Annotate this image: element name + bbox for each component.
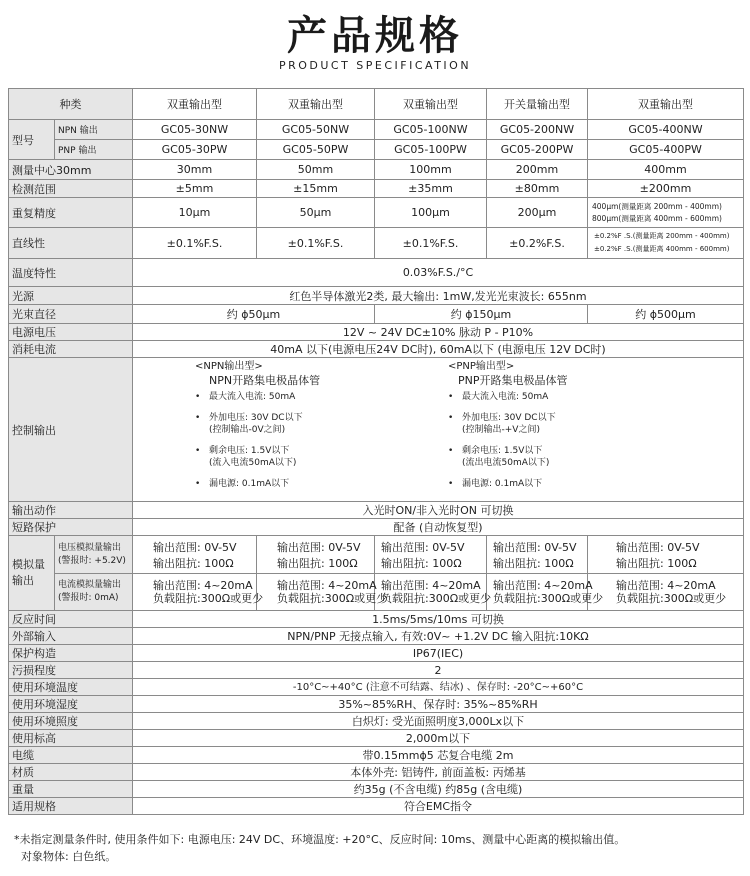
npn-spec-item: • 最大流入电流: 50mA [209,391,438,403]
model-cell: GC05-200NW [487,120,588,140]
analog-cell: 输出范围: 0V-5V 输出阻抗: 100Ω [487,536,588,574]
model-cell: GC05-50NW [257,120,375,140]
row-label: 使用环境湿度 [9,696,133,713]
analog-cell: 输出范围: 0V-5V 输出阻抗: 100Ω [257,536,375,574]
value-cell: 50μm [257,198,375,228]
value-cell: 符合EMC指令 [133,798,744,815]
value-cell: 400mm [588,160,744,180]
value-cell: 200μm [487,198,588,228]
value-cell: IP67(IEC) [133,645,744,662]
value-line: 400μm(测量距离 200mm - 400mm) [592,201,722,211]
type-cell: 双重输出型 [588,89,744,120]
analog-cell: 输出范围: 0V-5V 输出阻抗: 100Ω [375,536,487,574]
value-cell [588,228,744,259]
model-cell: GC05-400PW [588,140,744,160]
value-cell: 40mA 以下(电源电压24V DC时), 60mA以下 (电源电压 12V DC时) [133,341,744,358]
footnote-line: *未指定测量条件时, 使用条件如下: 电源电压: 24V DC、环境温度: +20°C、反应时间: 10ms、测量中心距离的模拟输出值。 [14,833,626,846]
row-label: 外部输入 [9,628,133,645]
npn-title: <NPN输出型> [195,361,263,372]
value-cell: 本体外壳: 铝铸件, 前面盖板: 丙烯基 [133,764,744,781]
row-label: 反应时间 [9,611,133,628]
row-label: 适用规格 [9,798,133,815]
value-cell: ±35mm [375,180,487,198]
analog-cell: 输出范围: 0V-5V 输出阻抗: 100Ω [588,536,744,574]
env-light-row [9,713,744,730]
control-output-cell [133,358,744,502]
row-label: 短路保护 [9,519,133,536]
pollution-row [9,662,744,679]
model-cell: GC05-100NW [375,120,487,140]
pnp-output-label: PNP 输出 [55,140,133,160]
npn-spec-item: • 漏电源: 0.1mA以下 [209,478,438,490]
row-label: 消耗电流 [9,341,133,358]
npn-spec-item: • 剩余电压: 1.5V以下 (流入电流50mA以下) [209,445,438,469]
value-cell: 约 ϕ500μm [588,305,744,324]
value-line: ±0.2%F .S.(测量距离 400mm - 600mm) [594,245,730,253]
current-row [9,341,744,358]
value-cell [588,198,744,228]
row-label: 光源 [9,287,133,305]
beam-row [9,305,744,324]
page-subtitle: PRODUCT SPECIFICATION [278,59,472,72]
analog-cell: 输出范围: 4~20mA 负载阻抗:300Ω或更少 [487,574,588,611]
short-row [9,519,744,536]
pnp-output-block [438,360,743,499]
value-cell: 2 [133,662,744,679]
type-cell: 双重输出型 [257,89,375,120]
value-cell: -10°C~+40°C (注意不可结露、结冰) 、保存时: -20°C~+60°C [133,679,744,696]
value-cell: ±0.2%F.S. [487,228,588,259]
value-cell: ±5mm [133,180,257,198]
value-line: ±0.2%F .S.(测量距离 200mm - 400mm) [594,232,730,240]
value-cell: NPN/PNP 无接点输入, 有效:0V~ +1.2V DC 输入阻抗:10KΩ [133,628,744,645]
value-cell: 约 ϕ50μm [133,305,375,324]
linearity-row [9,228,744,259]
row-label: 输出动作 [9,502,133,519]
light-row [9,287,744,305]
value-cell: 50mm [257,160,375,180]
npn-spec-item: • 外加电压: 30V DC以下 (控制输出-0V之间) [209,412,438,436]
page-title: 产品规格 [287,13,463,59]
weight-row [9,781,744,798]
env-hum-row [9,696,744,713]
row-label: 重复精度 [9,198,133,228]
altitude-row [9,730,744,747]
spec-table [8,88,744,815]
voltage-analog-label: 电压模拟量输出 (警报时: +5.2V) [55,536,133,574]
value-cell: 约35g (不含电缆) 约85g (含电缆) [133,781,744,798]
value-cell: 红色半导体激光2类, 最大输出: 1mW,发光光束波长: 655nm [133,287,744,305]
row-label: 使用环境温度 [9,679,133,696]
row-label: 检测范围 [9,180,133,198]
row-label: 控制输出 [9,358,133,502]
pnp-title: <PNP输出型> [448,361,515,372]
analog-cell: 输出范围: 4~20mA 负载阻抗:300Ω或更少 [375,574,487,611]
repeat-row [9,198,744,228]
row-label: 模拟量输出 [9,536,55,611]
model-cell: GC05-30NW [133,120,257,140]
value-cell: 100μm [375,198,487,228]
model-label: 型号 [9,120,55,160]
value-cell: 1.5ms/5ms/10ms 可切换 [133,611,744,628]
model-pnp-row [9,140,744,160]
value-cell: ±0.1%F.S. [257,228,375,259]
footnote [14,831,625,865]
model-cell: GC05-50PW [257,140,375,160]
value-cell: 入光时ON/非入光时ON 可切换 [133,502,744,519]
cable-row [9,747,744,764]
row-label: 使用环境照度 [9,713,133,730]
model-cell: GC05-100PW [375,140,487,160]
row-label: 光束直径 [9,305,133,324]
pnp-spec-item: • 剩余电压: 1.5V以下 (流出电流50mA以下) [462,445,743,469]
current-analog-label: 电流模拟量输出 (警报时: 0mA) [55,574,133,611]
row-label: 温度特性 [9,259,133,287]
value-line: 800μm(测量距离 400mm - 600mm) [592,213,722,223]
row-label: 保护构造 [9,645,133,662]
voltage-row [9,324,744,341]
pnp-spec-item: • 漏电源: 0.1mA以下 [462,478,743,490]
type-cell: 双重输出型 [375,89,487,120]
ext-row [9,628,744,645]
response-row [9,611,744,628]
value-cell: ±200mm [588,180,744,198]
model-cell: GC05-400NW [588,120,744,140]
control-row [9,358,744,502]
category-row [9,89,744,120]
model-npn-row [9,120,744,140]
value-cell: 35%~85%RH、保存时: 35%~85%RH [133,696,744,713]
row-label: 电源电压 [9,324,133,341]
pnp-spec-item: • 最大流入电流: 50mA [462,391,743,403]
row-label: 直线性 [9,228,133,259]
value-cell: ±80mm [487,180,588,198]
footnote-line: 对象物体: 白色纸。 [21,850,117,863]
value-cell: ±0.1%F.S. [375,228,487,259]
value-cell: 2,000m以下 [133,730,744,747]
protect-row [9,645,744,662]
value-cell: 约 ϕ150μm [375,305,588,324]
pnp-spec-item: • 外加电压: 30V DC以下 (控制输出-+V之间) [462,412,743,436]
analog-current-row [9,574,744,611]
value-cell: 100mm [375,160,487,180]
value-cell: 配备 (自动恢复型) [133,519,744,536]
type-cell: 双重输出型 [133,89,257,120]
value-cell: 0.03%F.S./°C [133,259,744,287]
model-cell: GC05-30PW [133,140,257,160]
value-cell: 带0.15mmϕ5 芯复合电缆 2m [133,747,744,764]
type-cell: 开关量输出型 [487,89,588,120]
pnp-subtitle: PNP开路集电极晶体管 [458,374,568,387]
row-label: 电缆 [9,747,133,764]
analog-cell: 输出范围: 4~20mA 负载阻抗:300Ω或更少 [257,574,375,611]
value-cell: ±0.1%F.S. [133,228,257,259]
npn-subtitle: NPN开路集电极晶体管 [209,374,321,387]
value-cell: 200mm [487,160,588,180]
model-cell: GC05-200PW [487,140,588,160]
action-row [9,502,744,519]
range-row [9,180,744,198]
analog-cell: 输出范围: 0V-5V 输出阻抗: 100Ω [133,536,257,574]
row-label: 使用标高 [9,730,133,747]
npn-output-block [133,360,438,499]
analog-cell: 输出范围: 4~20mA 负载阻抗:300Ω或更少 [133,574,257,611]
value-cell: ±15mm [257,180,375,198]
value-cell: 10μm [133,198,257,228]
value-cell: 12V ~ 24V DC±10% 脉动 P - P10% [133,324,744,341]
row-label: 重量 [9,781,133,798]
temp-row [9,259,744,287]
category-label: 种类 [9,89,133,120]
standard-row [9,798,744,815]
value-cell: 30mm [133,160,257,180]
env-temp-row [9,679,744,696]
material-row [9,764,744,781]
row-label: 材质 [9,764,133,781]
value-cell: 白炽灯: 受光面照明度3,000Lx以下 [133,713,744,730]
row-label: 污损程度 [9,662,133,679]
npn-output-label: NPN 输出 [55,120,133,140]
analog-voltage-row [9,536,744,574]
center-row [9,160,744,180]
analog-cell: 输出范围: 4~20mA 负载阻抗:300Ω或更少 [588,574,744,611]
row-label: 测量中心30mm [9,160,133,180]
